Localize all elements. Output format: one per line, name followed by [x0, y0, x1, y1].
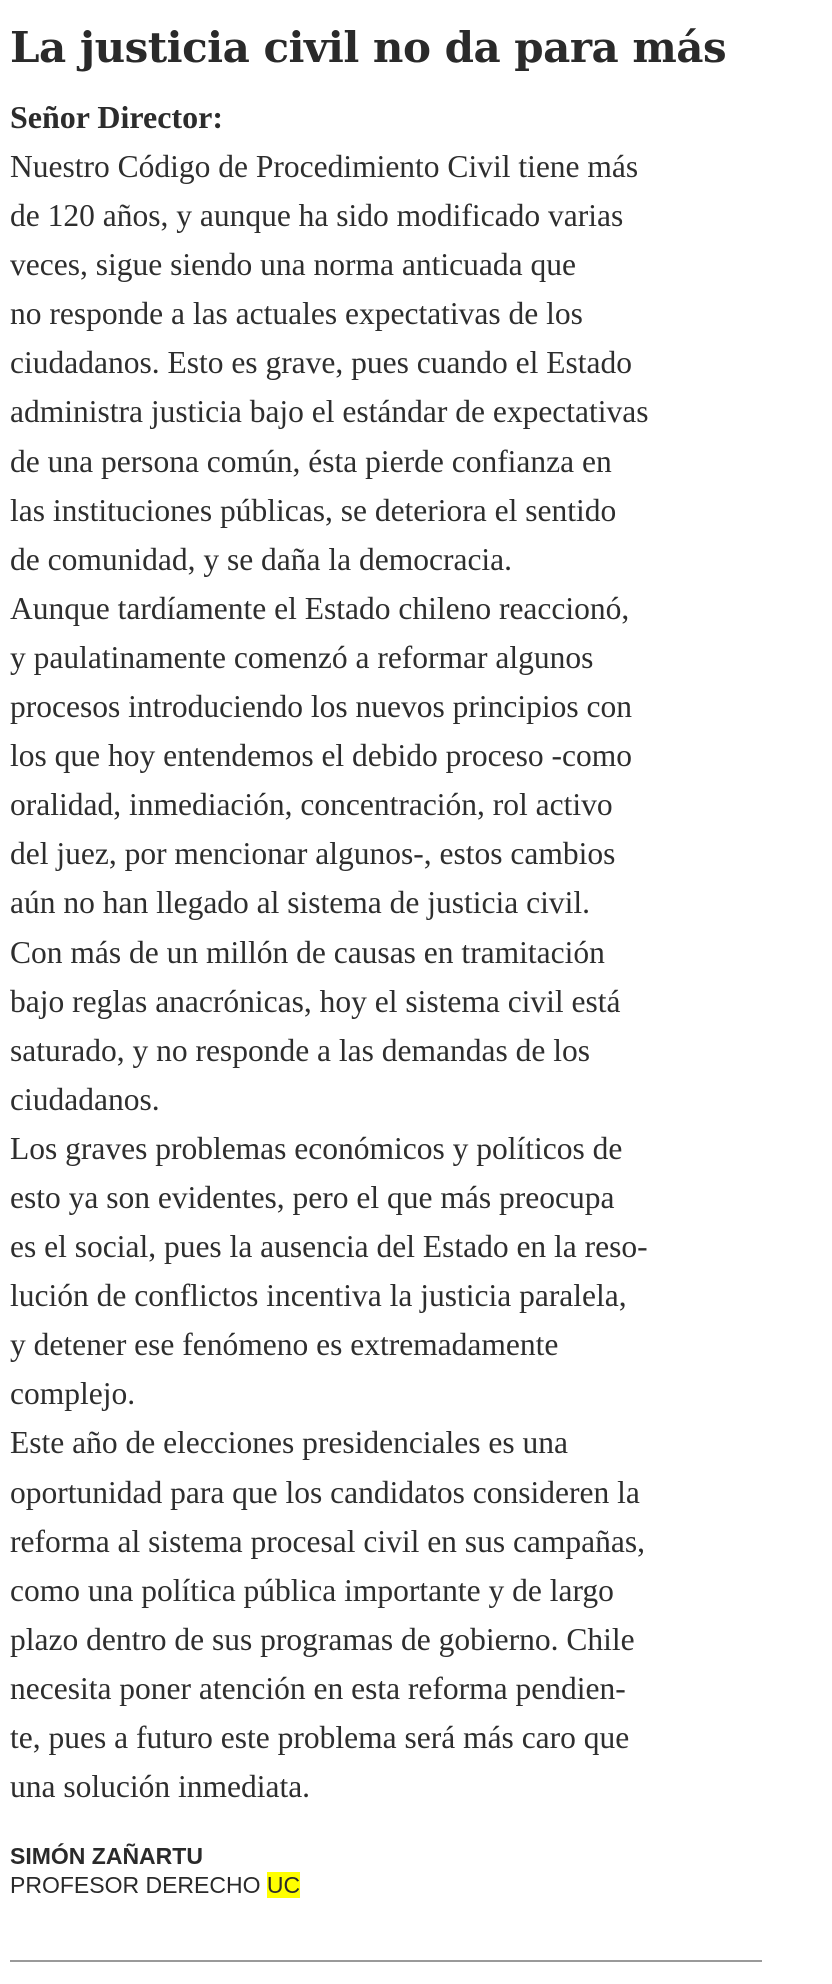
body-line: de comunidad, y se daña la democracia. [10, 541, 513, 577]
body-line: Aunque tardíamente el Estado chileno reaccionó, [10, 590, 630, 626]
body-line: oralidad, inmediación, concentración, rol activo [10, 787, 613, 823]
bottom-divider [10, 1960, 762, 1962]
body-line: saturado, y no responde a las demandas de los [10, 1032, 590, 1068]
body-line: lución de conflictos incentiva la justicia paralela, [10, 1278, 627, 1314]
body-line: las instituciones públicas, se deteriora el sentido [10, 492, 617, 528]
body-line: te, pues a futuro este problema será más caro que [10, 1720, 630, 1755]
body-line: los que hoy entendemos el debido proceso -como [10, 738, 632, 774]
body-line: complejo. [10, 1376, 136, 1412]
body-line: procesos introduciendo los nuevos principios con [10, 689, 633, 725]
highlighted-affiliation: UC [266, 1872, 301, 1898]
body-line: ciudadanos. Esto es grave, pues cuando el Estado [10, 345, 632, 381]
author-title-text: PROFESOR DERECHO [10, 1872, 261, 1898]
author-title [10, 1870, 300, 1900]
body-line: Este año de elecciones presidenciales es una [10, 1425, 569, 1461]
body-line: Nuestro Código de Procedimiento Civil tiene más [10, 149, 639, 184]
body-line: y detener ese fenómeno es extremadamente [10, 1327, 559, 1363]
body-line: una solución inmediata. [10, 1769, 311, 1805]
body-line: de una persona común, ésta pierde confianza en [10, 443, 612, 479]
author-name: SIMÓN ZAÑARTU [10, 1843, 203, 1869]
body-line: administra justicia bajo el estándar de expectativas [10, 394, 649, 430]
body-line: reforma al sistema procesal civil en sus campañas, [10, 1523, 646, 1559]
body-line: ciudadanos. [10, 1081, 160, 1117]
body-line: de 120 años, y aunque ha sido modificado varias [10, 198, 624, 234]
letter-to-editor [10, 18, 822, 1811]
body-line: aún no han llegado al sistema de justicia civil. [10, 885, 590, 921]
signature-block [10, 1842, 300, 1900]
letter-body [10, 142, 822, 1811]
body-line: esto ya son evidentes, pero el que más preocupa [10, 1179, 615, 1215]
headline: La justicia civil no da para más [10, 23, 727, 72]
salutation: Señor Director: [10, 99, 223, 135]
body-line: oportunidad para que los candidatos consideren la [10, 1474, 640, 1510]
body-line: plazo dentro de sus programas de gobierno. Chile [10, 1621, 635, 1657]
body-line: y paulatinamente comenzó a reformar algunos [10, 639, 594, 675]
body-line: necesita poner atención en esta reforma pendien- [10, 1670, 626, 1706]
body-line: como una política pública importante y de largo [10, 1572, 614, 1608]
body-line: Los graves problemas económicos y políticos de [10, 1130, 623, 1166]
body-line: veces, sigue siendo una norma anticuada que [10, 247, 576, 283]
body-line: es el social, pues la ausencia del Estado en la reso- [10, 1229, 648, 1265]
body-line: no responde a las actuales expectativas de los [10, 296, 583, 332]
body-line: Con más de un millón de causas en tramitación [10, 934, 605, 970]
body-line: del juez, por mencionar algunos-, estos cambios [10, 836, 616, 872]
body-line: bajo reglas anacrónicas, hoy el sistema civil está [10, 983, 621, 1019]
